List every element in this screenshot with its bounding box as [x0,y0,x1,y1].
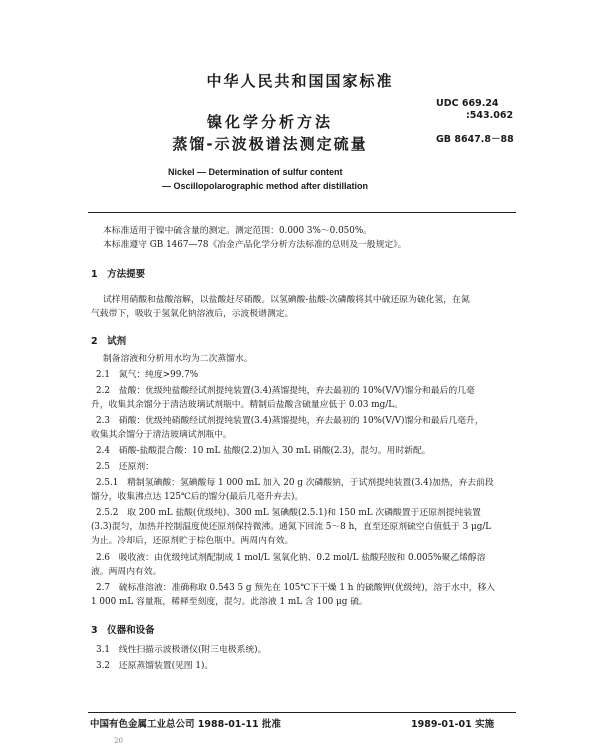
udc-code-suffix: :543.062 [466,110,514,121]
page-number: 20 [114,737,123,745]
reagent-line: 馏分，收集沸点达 125℃后的馏分(最后几毫升弃去)。 [91,492,304,502]
compliance-paragraph: 本标准遵守 GB 1467—78《冶金产品化学分析方法标准的总则及一般规定》。 [103,240,407,250]
reagent-line: 2.7 硫标准溶液：准确称取 0.543 5 g 预先在 105℃下干燥 1 h 的硫酸钾(优级纯)，溶于水中，移入 [96,583,496,593]
reagent-line: 2.5.2 取 200 mL 盐酸(优级纯)、300 mL 氢碘酸(2.5.1)和 150 mL 次磷酸置于还原剂提纯装置 [96,508,481,518]
section-heading-principle: 1 方法提要 [91,269,146,280]
reagent-line: 1 000 mL 容量瓶，稀释至刻度，混匀。此溶液 1 mL 含 100 μg 硫。 [91,597,368,607]
apparatus-line: 3.1 线性扫描示波极谱仪(附三电极系统)。 [96,645,267,655]
reagent-line: 2.6 吸收液：由优级纯试剂配制成 1 mol/L 氢氧化钠、0.2 mol/L 盐酸羟胺和 0.005%聚乙烯醇溶 [96,553,486,563]
section-heading-apparatus: 3 仪器和设备 [91,625,155,636]
document-title-line1: 镍化学分析方法 [206,113,333,131]
reagent-line: 2.3 硝酸：优级纯硝酸经试剂提纯装置(3.4)蒸馏提纯，弃去最初的 10%(V/V)馏分和最后几毫升， [96,416,484,426]
gb-standard-number: GB 8647.8－88 [436,134,514,145]
reagent-line: 2.5 还原剂： [96,462,154,472]
document-title-line2: 蒸馏-示波极谱法测定硫量 [172,135,368,153]
reagent-line: 为止。冷却后，还原剂贮于棕色瓶中。两周内有效。 [91,536,294,546]
udc-code: UDC 669.24 [436,98,499,109]
reagent-line: 制备溶液和分析用水均为二次蒸馏水。 [103,354,253,364]
reagent-line: 收集其余馏分于清洁玻璃试剂瓶中。 [91,430,232,440]
header-divider [88,212,516,213]
reagent-line: 2.4 硝酸-盐酸混合酸：10 mL 盐酸(2.2)加入 30 mL 硝酸(2.3)，混匀。用时新配。 [96,446,431,456]
reagent-line: 2.2 盐酸：优级纯盐酸经试剂提纯装置(3.4)蒸馏提纯，弃去最初的 10%(V/V)馏分和最后的几毫 [96,386,475,396]
implementation-date: 1989-01-01 实施 [411,719,495,730]
principle-line: 试样用硝酸和盐酸溶解，以盐酸赶尽硝酸。以氢碘酸-盐酸-次磷酸将其中硫还原为硫化氢，在氮 [103,295,470,305]
footer-divider [88,712,516,713]
english-title-line2: — Oscillopolarographic method after distillation [162,181,369,191]
reagent-line: (3.3)混匀，加热并控制温度使还原剂保持微沸。通氮下回流 5～8 h，直至还原剂硫空白值低于 3 μg/L [91,522,492,532]
english-title-line1: Nickel — Determination of sulfur content [168,167,343,177]
reagent-line: 升，收集其余馏分于清洁玻璃试剂瓶中。精制后盐酸含硫量应低于 0.03 mg/L。 [91,400,403,410]
principle-line: 气载带下，吸收于氢氧化钠溶液后，示波极谱测定。 [91,309,294,319]
reagent-line: 2.5.1 精制氢碘酸：氢碘酸每 1 000 mL 加入 20 g 次磷酸钠，于试剂提纯装置(3.4)加热，弃去前段 [96,478,494,488]
approval-info: 中国有色金属工业总公司 1988-01-11 批准 [90,719,281,730]
reagent-line: 液。两周内有效。 [91,567,162,577]
standard-title: 中华人民共和国国家标准 [206,72,394,90]
apparatus-line: 3.2 还原蒸馏装置(见图 1)。 [96,661,214,671]
reagent-line: 2.1 氮气：纯度>99.7% [96,370,199,380]
section-heading-reagents: 2 试剂 [91,336,127,347]
scope-paragraph: 本标准适用于镍中硫含量的测定。测定范围：0.000 3%～0.050%。 [103,226,373,236]
